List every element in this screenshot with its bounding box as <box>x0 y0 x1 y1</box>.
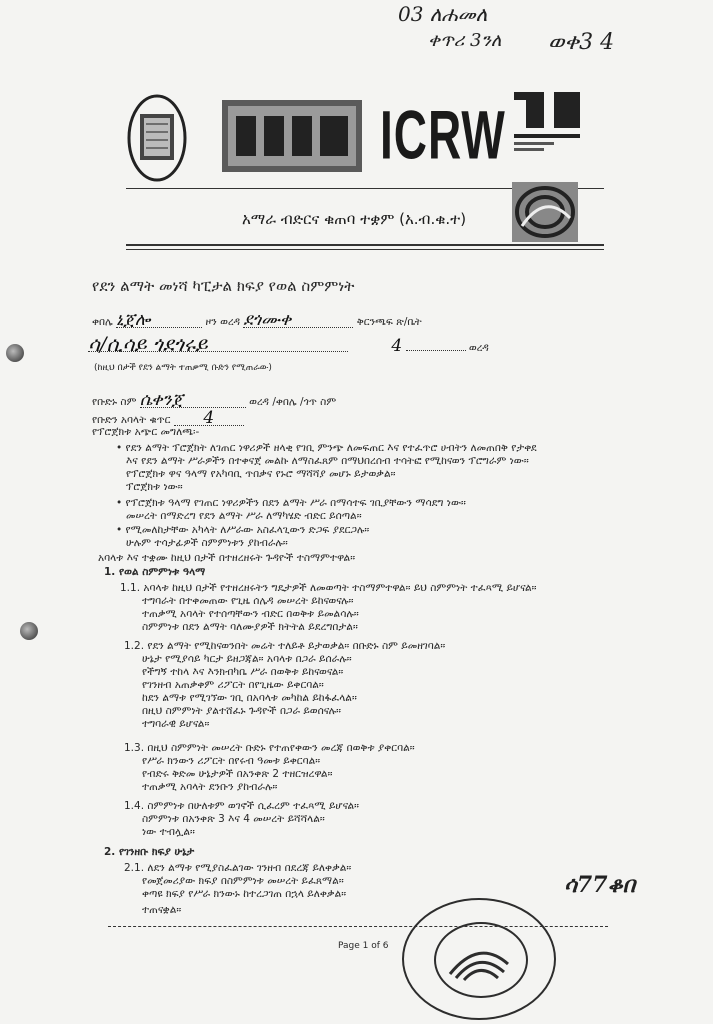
text-line: ፕሮጀክቱ ነው። <box>126 481 183 493</box>
text-line: የችግኝ ተከላ እና እንክብካቤ ሥራ በወቅቱ ይከናወናል። <box>142 666 344 678</box>
form-row <box>88 332 489 356</box>
group-name-label: የቡድኑ ስም <box>92 396 137 408</box>
icrw-logo: ICRW <box>380 95 506 174</box>
woreda-field: ደጎሙቀ <box>243 314 353 328</box>
header-rule <box>126 244 604 246</box>
text-line: ተግባራዊ ይሆናል። <box>142 718 210 730</box>
acsi-logo <box>512 182 578 242</box>
text-line: 1.4. ስምምነቱ በሁለቱም ወገኖች ሲፈረም ተፈጻሚ ይሆናል። <box>124 800 360 812</box>
handwritten-note: 03 ለሐመለ <box>398 2 488 26</box>
text-line: ከደን ልማቱ የሚገኘው ገቢ በአባላቱ መካከል ይከፋፈላል። <box>142 692 357 704</box>
text-line: አባላቱ እና ተቋሙ ከዚህ በታች በተዘረዘሩት ጉዳዮች ተስማምተዋል። <box>98 552 356 564</box>
text-line: ተግባራት በተቀመጠው የጊዜ ሰሌዳ መሠረት ይከናወናሉ። <box>142 595 354 607</box>
text-line: ቀጣዩ ክፍያ የሥራ ክንውኑ ከተረጋገጠ በኋላ ይለቀቃል። <box>142 888 347 900</box>
text-line: እና የደን ልማት ሥራዎችን በተቀናጀ መልኩ ለማስፈጸም በማህበረሰብ ተሳትፎ የሚከናወን ፕሮግራም ነው። <box>126 455 529 467</box>
text-line: ተጠናቋል። <box>142 904 182 916</box>
text-line: 2.1. ለደን ልማቱ የሚያስፈልገው ገንዘብ በደረጃ ይለቀቃል። <box>124 862 352 874</box>
government-seal-logo <box>126 92 188 186</box>
text-line: • የሚመለከታቸው አካላት ለሥራው አስፈላጊውን ድጋፍ ያደርጋሉ። <box>116 524 370 536</box>
text-line: መሠረት በማድረግ የደን ልማት ሥራ ለማካሄድ ብድር ይሰጣል። <box>126 510 362 522</box>
woreda-label: ወረዳ <box>468 342 489 354</box>
text-line: 1.3. በዚህ ስምምነት መሠረት ቡድኑ የተጠየቀውን መረጃ በወቅቱ ያቀርባል። <box>124 742 415 754</box>
stamp-emblem-icon <box>444 934 514 984</box>
section-heading: 2. የገንዘቡ ክፍያ ሁኔታ <box>104 846 195 858</box>
zone-woreda-label: ዞን ወረዳ <box>205 316 241 328</box>
member-name-field: ሳ/ሲሳይ ጎደጎሩይ <box>88 338 348 352</box>
text-line: ስምምነቱ በአንቀጽ 3 እና 4 መሠረት ይሻሻላል። <box>142 813 325 825</box>
text-line: የሥራ ክንውን ሪፖርት በየሩብ ዓመቱ ይቀርባል። <box>142 755 321 767</box>
section-intro: የፕሮጀክቱ አጭር መግለጫ፡- <box>92 426 200 438</box>
member-count-label: የቡድን አባላት ቁጥር <box>92 414 171 426</box>
text-line: የፕሮጀክቱ ዋና ዓላማ የአካባቢ ጥበቃና የኑሮ ማሻሻያ መሆኑ ይታወቃል። <box>126 468 396 480</box>
text-line: • የደን ልማት ፕሮጀክት ለገጠር ነዋሪዎች ዘላቂ የገቢ ምንጭ ለመፍጠር እና የተፈጥሮ ሀብትን ለመጠበቅ የታቀደ <box>116 442 537 454</box>
punch-hole <box>20 622 38 640</box>
text-line: ሁሉም ተሳታፊዎች ስምምነቱን ያከብራሉ። <box>126 537 288 549</box>
form-row <box>92 408 244 428</box>
text-line: 1.2. የደን ልማት የሚከናወንበት መሬት ተለይቶ ይታወቃል። በቡድኑ ስም ይመዘገባል። <box>124 640 446 652</box>
kebele-label: ቀበሌ <box>92 316 113 328</box>
text-line: ስምምነቱ በደን ልማት ባለሙያዎች ክትትል ይደረግበታል። <box>142 621 358 633</box>
location-label: ወረዳ /ቀበሌ /ጎጥ ስም <box>249 396 337 408</box>
text-line: የመጀመሪያው ክፍያ በስምምነቱ መሠረት ይፈጸማል። <box>142 875 344 887</box>
member-number-field: 4 <box>174 412 244 426</box>
header-rule <box>126 249 604 250</box>
text-line: ተጠቃሚ አባላት ደንቡን ያከብራሉ። <box>142 781 278 793</box>
kebele-field: ኒጀሎ <box>116 314 202 328</box>
partner-logo <box>510 88 584 158</box>
form-heading: የደን ልማት መነሻ ካፒታል ክፍያ የወል ስምምነት <box>92 277 355 295</box>
handwritten-note: ቀጥሪ 3ንለ <box>428 30 502 51</box>
section-heading: 1. የወል ስምምነቱ ዓላማ <box>104 566 206 578</box>
text-line: በዚህ ስምምነት ያልተሸፈኑ ጉዳዮች በጋራ ይወሰናሉ። <box>142 705 342 717</box>
text-line: ተጠቃሚ አባላት የተሰጣቸውን ብድር በወቅቱ ይመልሳሉ። <box>142 608 359 620</box>
form-row <box>92 310 422 330</box>
text-line: የብድሩ ቅድመ ሁኔታዎች በአንቀጽ 2 ተዘርዝረዋል። <box>142 768 333 780</box>
handwritten-note: ወቀ3 4 <box>548 30 615 55</box>
blank-line <box>406 350 466 351</box>
text-line: ሁኔታ የሚያሳይ ካርታ ይዘጋጃል። አባላቱ በጋራ ይሰራሉ። <box>142 653 352 665</box>
handwritten-signature: ሳ77ቆበ <box>564 872 636 898</box>
ministry-logo <box>222 100 362 172</box>
text-line: 1.1. አባላቱ ከዚህ በታች የተዘረዘሩትን ግዴታዎች ለመወጣት ተስማምተዋል። ይህ ስምምነት ተፈጻሚ ይሆናል። <box>120 582 537 594</box>
official-stamp <box>402 898 556 1020</box>
text-line: ነው ተብሏል። <box>142 826 195 838</box>
member-count-field: 4 <box>391 336 403 356</box>
punch-hole <box>6 344 24 362</box>
form-note: (ከዚህ በታች የደን ልማት ተጠቃሚ ቡድን የሚጠራው) <box>94 363 272 373</box>
text-line: • የፕሮጀክቱ ዓላማ የገጠር ነዋሪዎችን በደን ልማት ሥራ በማሳተፍ ገቢያቸውን ማሳደግ ነው። <box>116 497 466 509</box>
group-name-field: ሴቀንጀ <box>140 394 246 408</box>
branch-office-label: ቅርንጫፍ ጽ/ቤት <box>356 316 422 328</box>
text-line: የገንዘብ አጠቃቀም ሪፖርት በየጊዜው ይቀርባል። <box>142 679 324 691</box>
page-number: Page 1 of 6 <box>338 941 389 951</box>
org-name: አማራ ብድርና ቁጠባ ተቋም (አ.ብ.ቁ.ተ) <box>242 210 467 228</box>
form-row <box>92 390 337 410</box>
